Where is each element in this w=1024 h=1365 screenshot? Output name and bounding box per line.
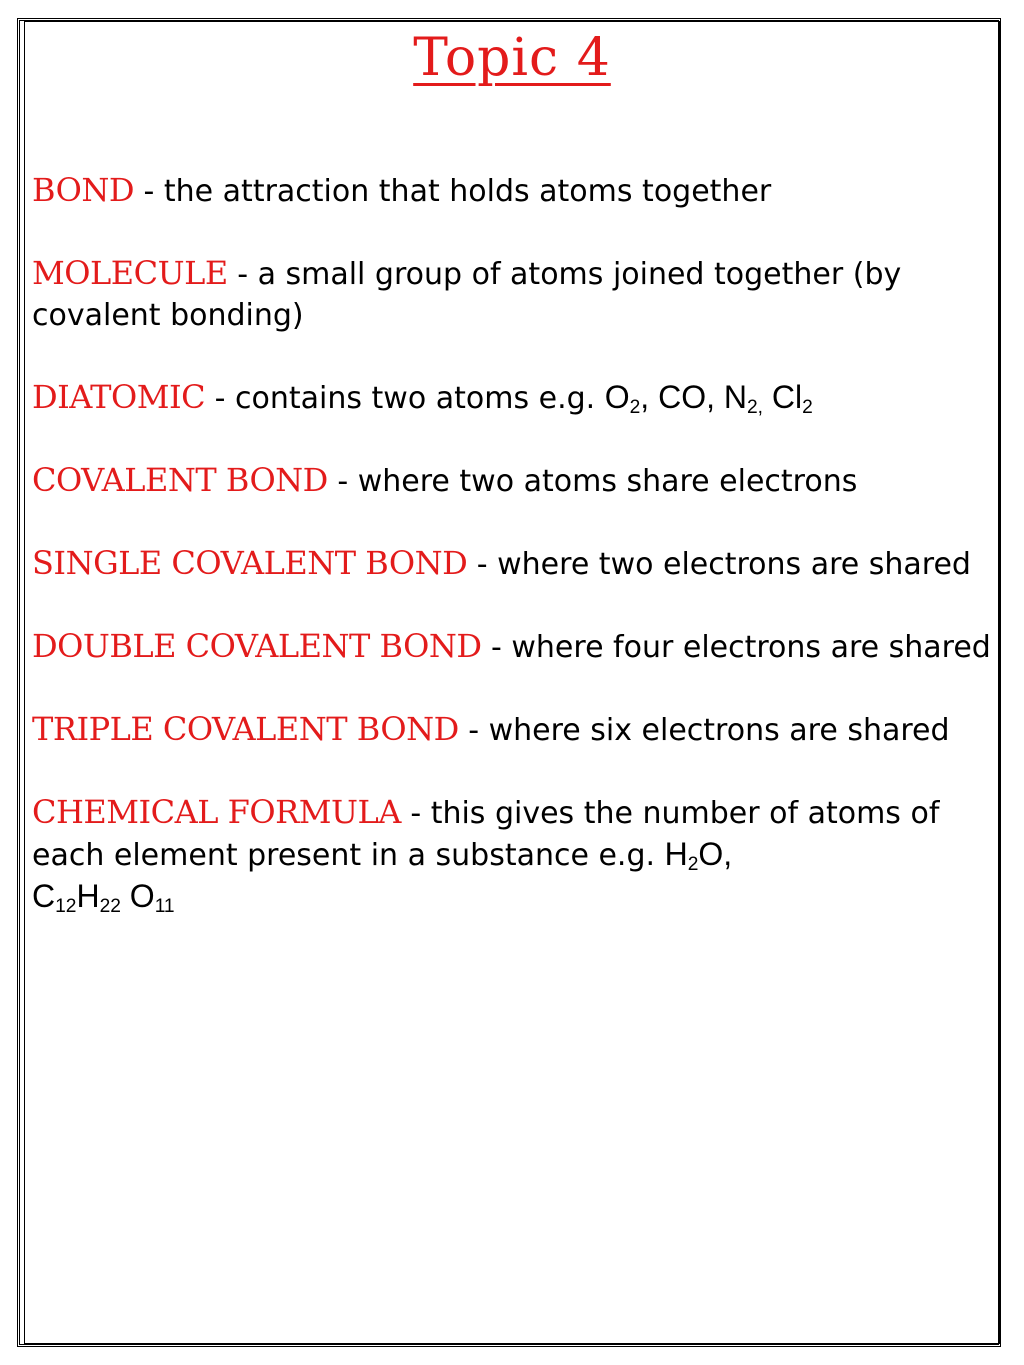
definition-chemical-formula [32, 792, 992, 918]
term-chemical-formula: CHEMICAL FORMULA [32, 793, 401, 831]
definition-diatomic [32, 377, 992, 419]
term-molecule: MOLECULE [32, 254, 228, 292]
term-triple-covalent-bond: TRIPLE COVALENT BOND [32, 710, 459, 748]
term-double-covalent-bond: DOUBLE COVALENT BOND [32, 627, 482, 665]
formula-examples: $O_2$, CO, $N_{2,}$ $Cl_2$ [604, 379, 813, 418]
definition-text: - this gives the number of atoms of each element present in a substance e.g. [32, 796, 940, 873]
definition-text: - contains two atoms e.g. [205, 381, 605, 416]
definition-text: - where two electrons are shared [467, 547, 971, 582]
definition-text: - where four electrons are shared [481, 630, 991, 665]
term-covalent-bond: COVALENT BOND [32, 461, 328, 499]
term-single-covalent-bond: SINGLE COVALENT BOND [32, 544, 468, 582]
term-diatomic: DIATOMIC [32, 378, 206, 416]
term-bond: BOND [32, 171, 134, 209]
definition-text: - where six electrons are shared [458, 713, 950, 748]
definition-molecule [32, 253, 992, 336]
page-title [0, 28, 1024, 88]
definition-list [32, 170, 992, 959]
definition-bond [32, 170, 992, 212]
definition-covalent-bond [32, 460, 992, 502]
definition-text: - where two atoms share electrons [327, 464, 858, 499]
definition-text: - a small group of atoms joined together (by covalent bonding) [32, 257, 902, 333]
definition-text: - the attraction that holds atoms together [134, 174, 772, 209]
definition-triple-covalent-bond [32, 709, 992, 751]
definition-double-covalent-bond [32, 626, 992, 668]
definition-single-covalent-bond [32, 543, 992, 585]
title-text: Topic 4 [413, 28, 611, 88]
formula-examples: $H_2O$, $C_{12}H_{22}$ $O_{11}$ [32, 836, 733, 917]
